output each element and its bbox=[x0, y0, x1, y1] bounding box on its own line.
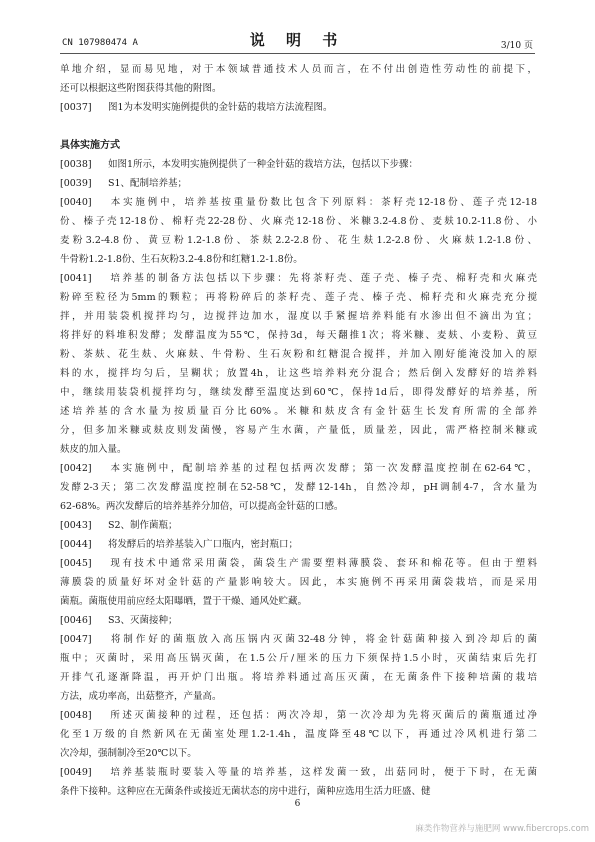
paragraph-0040 bbox=[60, 193, 537, 269]
paragraph-0043 bbox=[60, 516, 537, 535]
text-line bbox=[60, 288, 537, 307]
text-line bbox=[60, 516, 537, 535]
text-line bbox=[60, 383, 537, 402]
text-line: 单地介绍，显而易见地，对于本领域普通技术人员而言，在不付出创造性劳动性的前提下， bbox=[60, 64, 537, 75]
line-text: 发酵2-3天；第二次发酵温度控制在52-58℃，发酵12-14h，自然冷却，pH调制4-7，含水量为 bbox=[60, 482, 537, 493]
text-line bbox=[60, 573, 537, 592]
text-line bbox=[60, 174, 537, 193]
text-line bbox=[60, 345, 537, 364]
text-line bbox=[60, 497, 537, 516]
line-text: 菌瓶。菌瓶使用前应经太阳曝晒，置于干燥、通风处贮藏。 bbox=[60, 596, 308, 607]
paragraph-number: [0045] bbox=[60, 558, 92, 569]
line-text: 麸皮的加入量。 bbox=[60, 444, 127, 455]
line-text: 化至1万级的自然新风在无菌室处理1.2-1.4h，温度降至48℃以下，再通过冷风机进行第二 bbox=[60, 729, 537, 740]
line-text: 薄膜袋的质量好坏对金针菇的产量影响较大。因此，本实施例不再采用菌袋栽培，而是采用 bbox=[60, 577, 537, 588]
line-text: 62-68%。两次发酵后的培养基养分加倍，可以提高金针菇的口感。 bbox=[60, 501, 344, 512]
text-line bbox=[60, 402, 537, 421]
line-text: 现有技术中通常采用菌袋，菌袋生产需要塑料薄膜袋、套环和棉花等。但由于塑料 bbox=[108, 558, 537, 569]
line-text: 将发酵后的培养基装入广口瓶内，密封瓶口； bbox=[108, 539, 299, 550]
paragraph-number: [0037] bbox=[60, 102, 92, 113]
text-line bbox=[60, 269, 537, 288]
text-line bbox=[60, 326, 537, 345]
line-text: S3、灭菌接种； bbox=[108, 615, 178, 626]
paragraph-number: [0043] bbox=[60, 520, 92, 531]
paragraph-0046 bbox=[60, 611, 537, 630]
text-line bbox=[60, 687, 537, 706]
text-line bbox=[60, 744, 537, 763]
paragraph-0044 bbox=[60, 535, 537, 554]
paragraph-number: [0039] bbox=[60, 178, 92, 189]
text-line bbox=[60, 535, 537, 554]
text-line bbox=[60, 725, 537, 744]
line-text: 图1为本发明实施例提供的金针菇的栽培方法流程图。 bbox=[108, 102, 333, 113]
header-divider bbox=[60, 53, 535, 54]
line-text: 次冷却，强制制冷至20℃以下。 bbox=[60, 748, 197, 759]
line-text: 将制作好的菌瓶放入高压锅内灭菌32-48分钟，将金针菇菌种接入到冷却后的菌 bbox=[108, 634, 537, 645]
page-header bbox=[62, 22, 533, 52]
paragraph-0045 bbox=[60, 554, 537, 611]
paragraph-0048 bbox=[60, 706, 537, 763]
line-text: 拌，并用装袋机搅拌均匀，边搅拌边加水，湿度以手紧握培养料能有水渗出但不滴出为宜； bbox=[60, 311, 537, 322]
line-text: 所述灭菌接种的过程，还包括：两次冷却，第一次冷却为先将灭菌后的菌瓶通过净 bbox=[108, 710, 537, 721]
paragraph-0047 bbox=[60, 630, 537, 706]
page-number: 6 bbox=[294, 799, 301, 809]
line-text: S2、制作菌瓶； bbox=[108, 520, 178, 531]
line-text: 本实施例中，培养基按重量份数比包含下列原料：茶籽壳12-18份、莲子壳12-18 bbox=[108, 197, 537, 208]
document-body bbox=[60, 60, 537, 801]
line-text: 条件下接种。这种应在无菌条件或接近无菌状态的房中进行，菌种应选用生活力旺盛、健 bbox=[60, 786, 431, 797]
paragraph-number: [0048] bbox=[60, 710, 92, 721]
line-text: 将拌好的料堆积发酵；发酵温度为55℃，保持3d，每天翻推1次；将米糠、麦麸、小麦粉、黄豆 bbox=[60, 330, 537, 341]
paragraph-number: [0049] bbox=[60, 767, 92, 778]
text-line bbox=[60, 668, 537, 687]
text-line bbox=[60, 630, 537, 649]
paragraph-number: [0044] bbox=[60, 539, 92, 550]
text-line bbox=[60, 440, 537, 459]
line-text: S1、配制培养基； bbox=[108, 178, 188, 189]
line-text: 方法，成功率高，出菇整齐，产量高。 bbox=[60, 691, 222, 702]
text-line bbox=[60, 364, 537, 383]
text-line bbox=[60, 592, 537, 611]
text-line: 还可以根据这些附图获得其他的附图。 bbox=[60, 83, 222, 94]
line-text: 牛骨粉1.2-1.8份、生石灰粉3.2-4.8份和红糖1.2-1.8份。 bbox=[60, 254, 303, 265]
text-line bbox=[60, 212, 537, 231]
paragraph-number: [0042] bbox=[60, 463, 92, 474]
line-text: 培养基的制备方法包括以下步骤：先将茶籽壳、莲子壳、榛子壳、棉籽壳和火麻壳 bbox=[108, 273, 537, 284]
paragraph-number: [0041] bbox=[60, 273, 92, 284]
line-text: 麦粉3.2-4.8份、黄豆粉1.2-1.8份、茶麸2.2-2.8份、花生麸1.2-2.8份、火麻麸1.2-1.8份、 bbox=[60, 235, 537, 246]
text-line bbox=[60, 250, 537, 269]
line-text: 份、榛子壳12-18份、棉籽壳22-28份、火麻壳12-18份、米糠3.2-4.8份、麦麸10.2-11.8份、小 bbox=[60, 216, 537, 227]
line-text: 本实施例中，配制培养基的过程包括两次发酵；第一次发酵温度控制在62-64℃， bbox=[108, 463, 537, 474]
text-line bbox=[60, 554, 537, 573]
line-text: 中，继续用装袋机搅拌均匀，继续发酵至温度达到60℃，保持1d后，即得发酵好的培养基，所 bbox=[60, 387, 537, 398]
line-text: 料的水，搅拌均匀后，呈糊状；放置4h，让这些培养料充分混合；然后倒入发酵好的培养料 bbox=[60, 368, 537, 379]
text-line bbox=[60, 155, 537, 174]
text-line bbox=[60, 649, 537, 668]
line-text: 培养基装瓶时要装入等量的培养基，这样发菌一致，出菇同时，便于下时，在无菌 bbox=[108, 767, 537, 778]
text-line bbox=[60, 231, 537, 250]
paragraph-number: [0047] bbox=[60, 634, 92, 645]
text-line bbox=[60, 763, 537, 782]
paragraph-0038 bbox=[60, 155, 537, 174]
paragraph-0037 bbox=[60, 98, 537, 117]
line-text: 如图1所示，本发明实施例提供了一种金针菇的栽培方法，包括以下步骤： bbox=[108, 159, 419, 170]
line-text: 分，但多加米糠或麸皮则发菌慢，容易产生水菌，产量低，质量差，因此，需严格控制米糠或 bbox=[60, 425, 537, 436]
line-text: 开排气孔逐渐降温，再开炉门出瓶。将培养料通过高压灭菌，在无菌条件下接种培菌的栽培 bbox=[60, 672, 537, 683]
paragraph-number: [0046] bbox=[60, 615, 92, 626]
site-watermark: 麻类作物营养与施肥网 www.fibercrops.com bbox=[415, 824, 589, 834]
paragraph-0042 bbox=[60, 459, 537, 516]
paragraph-number: [0038] bbox=[60, 159, 92, 170]
line-text: 粉、茶麸、花生麸、火麻麸、牛骨粉、生石灰粉和红糖混合搅拌，并加入刚好能淹没加入的原 bbox=[60, 349, 537, 360]
text-line bbox=[60, 478, 537, 497]
text-line bbox=[60, 98, 537, 117]
line-text: 瓶中；灭菌时，采用高压锅灭菌，在1.5公斤/厘米的压力下须保持1.5小时，灭菌结束后先打 bbox=[60, 653, 537, 664]
document-title: 说 明 书 bbox=[249, 31, 346, 49]
paragraph-0049 bbox=[60, 763, 537, 801]
paragraph-number: [0040] bbox=[60, 197, 92, 208]
paragraph-0041 bbox=[60, 269, 537, 459]
text-line bbox=[60, 193, 537, 212]
text-line bbox=[60, 706, 537, 725]
line-text: 述培养基的含水量为按质量百分比60%。米糠和麸皮含有金针菇生长发育所需的全部养 bbox=[60, 406, 537, 417]
text-line bbox=[60, 421, 537, 440]
patent-number: CN 107980474 A bbox=[62, 38, 138, 48]
text-line bbox=[60, 611, 537, 630]
text-line bbox=[60, 307, 537, 326]
paragraph-0039 bbox=[60, 174, 537, 193]
section-heading: 具体实施方式 bbox=[60, 140, 120, 151]
line-text: 粉碎至粒径为5mm的颗粒；再将粉碎后的茶籽壳、莲子壳、榛子壳、棉籽壳和火麻壳充分搅 bbox=[60, 292, 537, 303]
text-line bbox=[60, 459, 537, 478]
page-indicator: 3/10 页 bbox=[500, 41, 533, 51]
